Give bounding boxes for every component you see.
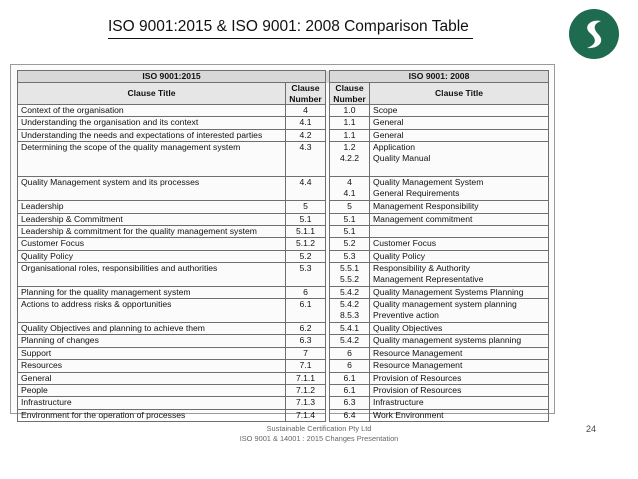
clause-title-2008 (370, 213, 549, 225)
table-row (18, 372, 549, 384)
clause-title-2015: Quality Policy (18, 250, 286, 262)
clause-title-2008 (370, 129, 549, 141)
clause-title-2015: Quality Objectives and planning to achieve them (18, 323, 286, 335)
clause-title-2008-line: General (373, 117, 404, 128)
clause-number-2008-line: 6.4 (343, 409, 356, 420)
clause-number-2015: 6.3 (286, 335, 326, 347)
clause-title-2008 (370, 385, 549, 397)
footer-company: Sustainable Certification Pty Ltd (266, 424, 372, 433)
clause-number-header-2015: Clause Number (286, 83, 326, 105)
clause-number-2015: 4 (286, 105, 326, 117)
table-row (18, 177, 549, 201)
clause-number-2015: 5.1.1 (286, 225, 326, 237)
clause-number-2015: 5.1.2 (286, 238, 326, 250)
clause-title-2008-line: Resource Management (373, 360, 463, 371)
table-row (18, 225, 549, 237)
iso-2015-header: ISO 9001:2015 (18, 71, 326, 83)
clause-title-2008 (370, 335, 549, 347)
clause-title-2008-line: Provision of Resources (373, 385, 462, 396)
clause-number-2008-line: 6.3 (343, 397, 356, 408)
clause-number-2008-line: 8.5.3 (339, 310, 360, 321)
clause-number-2015: 6.1 (286, 299, 326, 323)
clause-number-2008-line: 1.1 (343, 129, 356, 140)
clause-title-2008 (370, 238, 549, 250)
clause-title-2008 (370, 225, 549, 237)
clause-number-2015: 7.1 (286, 360, 326, 372)
clause-title-2015: Quality Management system and its processes (18, 177, 286, 201)
clause-title-2008 (370, 117, 549, 129)
clause-number-2008-line: 5.5.2 (339, 274, 360, 285)
clause-title-2015: Determining the scope of the quality management system (18, 142, 286, 177)
clause-number-2008-line: 4 (347, 177, 352, 188)
clause-number-2008 (330, 142, 370, 177)
clause-number-2015: 7.1.3 (286, 397, 326, 409)
company-logo-icon (568, 8, 620, 60)
clause-title-2008 (370, 250, 549, 262)
clause-title-2015: Leadership & Commitment (18, 213, 286, 225)
slide-title: ISO 9001:2015 & ISO 9001: 2008 Comparison Table (108, 18, 473, 39)
clause-number-2008-line: 5.4.2 (339, 286, 360, 297)
clause-number-2015: 4.3 (286, 142, 326, 177)
table-row (18, 250, 549, 262)
table-row (18, 201, 549, 213)
table-row (18, 360, 549, 372)
clause-number-2008-line: 5.1 (343, 213, 356, 224)
clause-title-2008 (370, 177, 549, 201)
clause-number-2015: 7.1.2 (286, 385, 326, 397)
clause-title-2015: General (18, 372, 286, 384)
clause-number-2008 (330, 397, 370, 409)
clause-number-2015: 7.1.1 (286, 372, 326, 384)
clause-title-2015: Resources (18, 360, 286, 372)
clause-number-2008 (330, 409, 370, 421)
clause-title-2015: Understanding the needs and expectations of interested parties (18, 129, 286, 141)
clause-number-2015: 7.1.4 (286, 409, 326, 421)
footer-presentation: ISO 9001 & 14001 : 2015 Changes Presentation (239, 434, 399, 443)
clause-title-2008-line: Provision of Resources (373, 372, 462, 383)
clause-title-2015: Understanding the organisation and its context (18, 117, 286, 129)
clause-number-2008-line: 5 (347, 201, 352, 212)
page-number: 24 (586, 424, 597, 434)
iso-2008-header: ISO 9001: 2008 (330, 71, 549, 83)
clause-title-2015: Planning of changes (18, 335, 286, 347)
clause-number-2008-line: 5.3 (343, 250, 356, 261)
clause-number-2008-line: 5.4.2 (339, 299, 360, 310)
clause-number-2015: 5 (286, 201, 326, 213)
clause-number-header-2008: Clause Number (330, 83, 370, 105)
clause-title-2008-line: Infrastructure (373, 397, 424, 408)
clause-title-2008 (370, 105, 549, 117)
clause-number-2008-line: 6.1 (343, 385, 356, 396)
clause-title-2008-line: Management Representative (373, 274, 484, 285)
clause-title-2008 (370, 323, 549, 335)
clause-title-2008-line: Quality Management Systems Planning (373, 286, 524, 297)
table-row (18, 213, 549, 225)
table-row (18, 129, 549, 141)
clause-title-2008-line: Quality Policy (373, 250, 426, 261)
clause-number-2008 (330, 360, 370, 372)
table-row (18, 105, 549, 117)
clause-number-2008 (330, 263, 370, 287)
clause-number-2015: 5.1 (286, 213, 326, 225)
clause-title-2008-line: Management commitment (373, 213, 473, 224)
clause-title-2015: Organisational roles, responsibilities and authorities (18, 263, 286, 287)
clause-title-header-2015: Clause Title (18, 83, 286, 105)
clause-title-2008 (370, 142, 549, 177)
clause-title-2008-line: General Requirements (373, 188, 460, 199)
table-row (18, 299, 549, 323)
clause-number-2008 (330, 250, 370, 262)
clause-number-2015: 4.4 (286, 177, 326, 201)
clause-number-2008 (330, 177, 370, 201)
table-row (18, 409, 549, 421)
clause-number-2008-line: 5.4.2 (339, 335, 360, 346)
clause-title-2015: Leadership (18, 201, 286, 213)
clause-title-2008-line: Preventive action (373, 310, 439, 321)
clause-title-2008-line: Customer Focus (373, 238, 437, 249)
clause-title-2015: Customer Focus (18, 238, 286, 250)
clause-title-2008 (370, 409, 549, 421)
clause-title-2015: Support (18, 347, 286, 359)
clause-number-2008 (330, 105, 370, 117)
table-row (18, 323, 549, 335)
clause-title-2008 (370, 347, 549, 359)
clause-number-2008 (330, 225, 370, 237)
clause-number-2015: 5.2 (286, 250, 326, 262)
table-row (18, 385, 549, 397)
clause-number-2008 (330, 238, 370, 250)
clause-number-2008-line: 5.2 (343, 238, 356, 249)
clause-number-2008-line: 1.2 (343, 142, 356, 153)
table-row (18, 286, 549, 298)
clause-number-2015: 4.1 (286, 117, 326, 129)
clause-number-2015: 6.2 (286, 323, 326, 335)
clause-number-2015: 6 (286, 286, 326, 298)
clause-title-2015: Context of the organisation (18, 105, 286, 117)
table-row (18, 263, 549, 287)
clause-number-2008 (330, 335, 370, 347)
clause-number-2015: 7 (286, 347, 326, 359)
clause-title-2015: Actions to address risks & opportunities (18, 299, 286, 323)
clause-number-2008 (330, 347, 370, 359)
clause-title-2008 (370, 372, 549, 384)
clause-number-2008 (330, 372, 370, 384)
clause-number-2008-line: 6.1 (343, 372, 356, 383)
clause-title-2008-line: Scope (373, 105, 398, 115)
clause-title-header-2008: Clause Title (370, 83, 549, 105)
clause-number-2008 (330, 286, 370, 298)
footer (0, 424, 638, 444)
clause-title-2008-line: Application (373, 142, 416, 153)
table-row (18, 142, 549, 177)
table-row (18, 335, 549, 347)
clause-number-2008-line: 6 (347, 347, 352, 358)
clause-title-2008-line: Responsibility & Authority (373, 263, 470, 274)
clause-title-2008-line: Quality Management System (373, 177, 484, 188)
clause-number-2008 (330, 323, 370, 335)
clause-title-2015: Planning for the quality management system (18, 286, 286, 298)
comparison-table-frame (10, 64, 555, 420)
clause-title-2008-line: General (373, 129, 404, 140)
clause-title-2008-line: Quality management system planning (373, 299, 517, 310)
table-row (18, 238, 549, 250)
clause-title-2008 (370, 286, 549, 298)
clause-number-2015: 4.2 (286, 129, 326, 141)
clause-number-2008-line: 4.2.2 (339, 153, 360, 164)
clause-number-2008-line: 4.1 (343, 188, 356, 199)
table-row (18, 347, 549, 359)
clause-title-2008-line: Quality Manual (373, 153, 431, 164)
clause-number-2008 (330, 201, 370, 213)
clause-number-2015: 5.3 (286, 263, 326, 287)
clause-title-2008-line: Quality management systems planning (373, 335, 522, 346)
clause-number-2008 (330, 299, 370, 323)
clause-number-2008-line: 1.1 (343, 117, 356, 128)
clause-number-2008-line: 6 (347, 360, 352, 371)
clause-title-2008 (370, 360, 549, 372)
clause-number-2008 (330, 385, 370, 397)
clause-number-2008 (330, 213, 370, 225)
clause-title-2008-line: Quality Objectives (373, 323, 443, 334)
clause-title-2008-line: Resource Management (373, 347, 463, 358)
clause-title-2015: Infrastructure (18, 397, 286, 409)
table-row (18, 397, 549, 409)
clause-number-2008 (330, 117, 370, 129)
clause-title-2015: People (18, 385, 286, 397)
table-row (18, 117, 549, 129)
clause-title-2008 (370, 397, 549, 409)
clause-title-2008-line: Management Responsibility (373, 201, 479, 212)
clause-number-2008-line: 1.0 (343, 105, 356, 115)
clause-number-2008-line: 5.1 (343, 225, 356, 236)
clause-title-2008-line: Work Environment (373, 409, 444, 420)
clause-title-2008 (370, 299, 549, 323)
clause-title-2015: Leadership & commitment for the quality management system (18, 225, 286, 237)
comparison-table (17, 70, 549, 422)
clause-number-2008 (330, 129, 370, 141)
clause-title-2008 (370, 263, 549, 287)
clause-title-2015: Environment for the operation of processes (18, 409, 286, 421)
clause-number-2008-line: 5.5.1 (339, 263, 360, 274)
clause-title-2008 (370, 201, 549, 213)
clause-number-2008-line: 5.4.1 (339, 323, 360, 334)
